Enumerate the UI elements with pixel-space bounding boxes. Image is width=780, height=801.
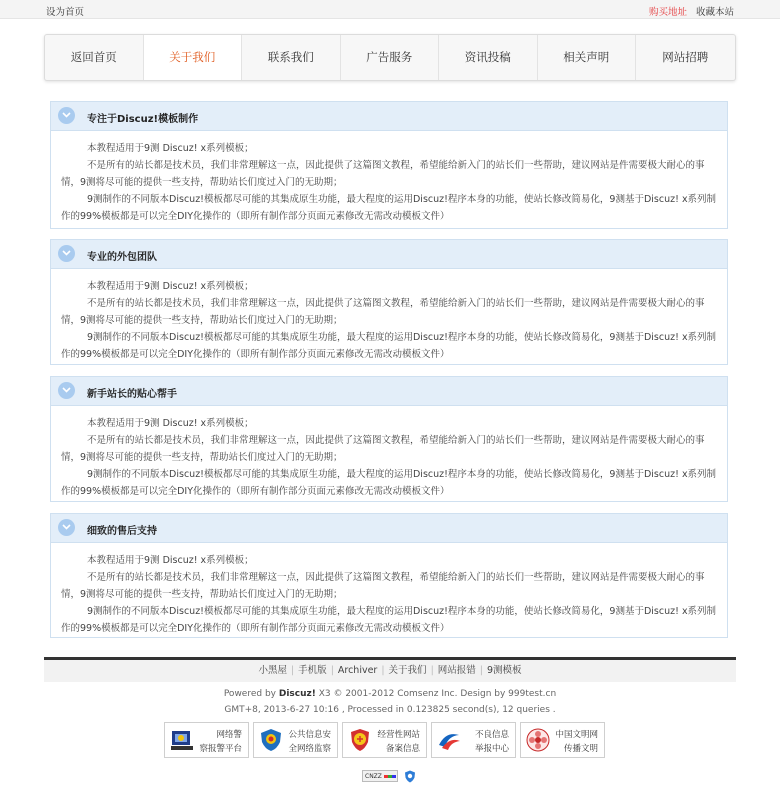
buy-link[interactable]: 购买地址: [648, 7, 687, 18]
content-panel: [50, 513, 728, 638]
chevron-down-icon: [58, 519, 75, 536]
panel-paragraph: 本教程适用于9测 Discuz! x系列模板；: [87, 281, 254, 292]
panel-paragraph: 不是所有的站长都是技术员，我们非常理解这一点，因此提供了这篇图文教程，希望能给新入门的站长们一些帮助，建议网站是件需要极大耐心的事情，9测将尽可能的提供一些支持，帮助站长们度过入门的无助期；: [61, 298, 705, 326]
panel-header: [51, 240, 727, 269]
badge-report[interactable]: [431, 722, 516, 758]
badge-business[interactable]: [342, 722, 427, 758]
separator: |: [479, 665, 483, 676]
panel-paragraph: 本教程适用于9测 Discuz! x系列模板；: [87, 143, 254, 154]
panel-paragraph: 9测制作的不同版本Discuz!模板都尽可能的其集成原生功能，最大程度的运用Discuz!程序本身的功能，使站长修改简易化，9测基于Discuz! x系列制作的99%模板都是可以完全DIY化操作的（即所有制作部分页面元素修改无需改动模板文件）: [61, 469, 717, 497]
footer-link-mobile[interactable]: 手机版: [298, 665, 327, 676]
discuz-link[interactable]: Discuz!: [278, 689, 316, 699]
badge-text: 中国文明网: [555, 730, 598, 740]
badge-text: 网络警: [216, 730, 242, 740]
chevron-down-icon: [58, 245, 75, 262]
content-panel: [50, 101, 728, 229]
badge-text: 经营性网站: [377, 730, 420, 740]
powered-prefix: Powered by: [223, 689, 279, 699]
chevron-down-icon: [58, 107, 75, 124]
panel-body: [51, 131, 727, 225]
panel-paragraph: 不是所有的站长都是技术员，我们非常理解这一点，因此提供了这篇图文教程，希望能给新入门的站长们一些帮助，建议网站是件需要极大耐心的事情，9测将尽可能的提供一些支持，帮助站长们度过入门的无助期；: [61, 572, 705, 600]
badge-text: 备案信息: [385, 744, 420, 754]
nav-item-jobs[interactable]: 网站招聘: [662, 50, 709, 64]
badge-text: 察报警平台: [199, 744, 242, 754]
panel-paragraph: 9测制作的不同版本Discuz!模板都尽可能的其集成原生功能，最大程度的运用Discuz!程序本身的功能，使站长修改简易化，9测基于Discuz! x系列制作的99%模板都是可以完全DIY化操作的（即所有制作部分页面元素修改无需改动模板文件）: [61, 606, 717, 634]
main-nav: [44, 34, 736, 81]
badge-police[interactable]: [164, 722, 249, 758]
panel-paragraph: 不是所有的站长都是技术员，我们非常理解这一点，因此提供了这篇图文教程，希望能给新入门的站长们一些帮助，建议网站是件需要极大耐心的事情，9测将尽可能的提供一些支持，帮助站长们度过入门的无助期；: [61, 160, 705, 188]
top-right-links: [649, 4, 734, 18]
chevron-down-icon: [58, 382, 75, 399]
panel-paragraph: 9测制作的不同版本Discuz!模板都尽可能的其集成原生功能，最大程度的运用Discuz!程序本身的功能，使站长修改简易化，9测基于Discuz! x系列制作的99%模板都是可以完全DIY化操作的（即所有制作部分页面元素修改无需改动模板文件）: [61, 194, 717, 222]
badge-civilization[interactable]: [520, 722, 605, 758]
police-icon: [169, 727, 195, 753]
shield-icon: [258, 727, 284, 753]
panel-title: 专业的外包团队: [87, 252, 157, 263]
panel-title: 细致的售后支持: [87, 526, 157, 537]
panel-header: [51, 377, 727, 406]
badge-text: 不良信息: [474, 730, 509, 740]
panel-title: 新手站长的贴心帮手: [87, 389, 177, 400]
panel-paragraph: 不是所有的站长都是技术员，我们非常理解这一点，因此提供了这篇图文教程，希望能给新入门的站长们一些帮助，建议网站是件需要极大耐心的事情，9测将尽可能的提供一些支持，帮助站长们度过入门的无助期；: [61, 435, 705, 463]
panel-body: [51, 269, 727, 363]
nav-item-contact[interactable]: 联系我们: [242, 35, 341, 80]
nav-item-ads[interactable]: 广告服务: [341, 35, 440, 80]
nav-item-submit[interactable]: 资讯投稿: [439, 35, 538, 80]
nav-item-statement[interactable]: 相关声明: [538, 35, 637, 80]
badge-text: 举报中心: [474, 744, 509, 754]
panel-header: [51, 514, 727, 543]
badge-text: 全网络监察: [288, 744, 331, 754]
badge-security[interactable]: [253, 722, 338, 758]
panel-paragraph: 本教程适用于9测 Discuz! x系列模板；: [87, 555, 254, 566]
set-homepage-link[interactable]: 设为首页: [46, 7, 85, 18]
cnzz-bars: [384, 775, 396, 778]
footer-link-blacklist[interactable]: 小黑屋: [258, 665, 287, 676]
nav-item-about[interactable]: 关于我们: [144, 35, 243, 80]
certification-badges: [164, 722, 605, 758]
bookmark-link[interactable]: 收藏本站: [695, 7, 734, 18]
panel-body: [51, 406, 727, 500]
panel-body: [51, 543, 727, 637]
content-panel: [50, 376, 728, 502]
footer-link-templates[interactable]: 9测模板: [486, 665, 522, 676]
panel-paragraph: 本教程适用于9测 Discuz! x系列模板；: [87, 418, 254, 429]
cnzz-stat-badge[interactable]: [362, 770, 398, 782]
footer-nav: [44, 660, 736, 682]
panel-header: [51, 102, 727, 131]
cnzz-label: CNZZ: [365, 773, 382, 780]
content-panel: [50, 239, 728, 365]
panel-paragraph: 9测制作的不同版本Discuz!模板都尽可能的其集成原生功能，最大程度的运用Discuz!程序本身的功能，使站长修改简易化，9测基于Discuz! x系列制作的99%模板都是可以完全DIY化操作的（即所有制作部分页面元素修改无需改动模板文件）: [61, 332, 717, 360]
separator: |: [290, 665, 295, 676]
business-badge-icon: [347, 727, 373, 753]
nav-item-home[interactable]: 返回首页: [45, 35, 144, 80]
report-swirl-icon: [436, 727, 462, 753]
civilization-flower-icon: [525, 727, 551, 753]
panel-title: 专注于Discuz!模板制作: [87, 114, 199, 125]
badge-text: 传播文明: [563, 744, 598, 754]
separator: |: [381, 665, 385, 676]
separator: |: [430, 665, 434, 676]
footer-link-archiver[interactable]: Archiver: [337, 665, 378, 676]
footer-link-about[interactable]: 关于我们: [388, 665, 427, 676]
processing-info: GMT+8, 2013-6-27 10:16 , Processed in 0.123825 second(s), 12 queries .: [224, 705, 556, 715]
badge-text: 公共信息安: [288, 730, 331, 740]
separator: |: [330, 665, 334, 676]
powered-rest: X3 © 2001-2012 Comsenz Inc. Design by 999test.cn: [315, 689, 557, 699]
footer-link-report[interactable]: 网站报错: [437, 665, 476, 676]
powered-by: [0, 689, 780, 699]
small-shield-icon[interactable]: [404, 770, 416, 782]
top-bar: [0, 0, 780, 19]
